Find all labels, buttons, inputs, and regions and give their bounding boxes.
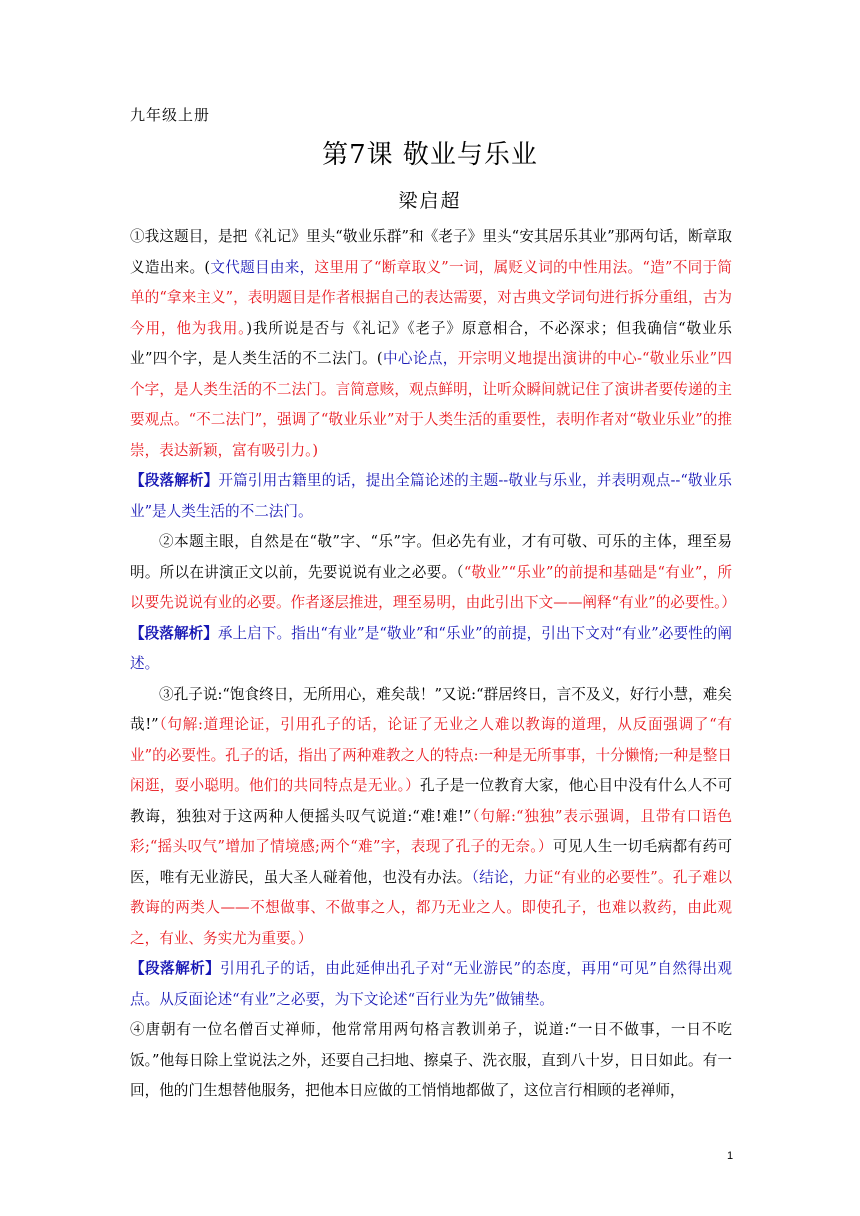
analysis-label: 【段落解析】 xyxy=(130,472,219,489)
annotation-text: （句解:道理论证，引用孔子的话，论证了无业之人难以教诲的道理，从反面强调了“有业”的必要性。孔子的话，指出了两种难教之人的特点:一种是无所事事，十分懒惰;一种是整日闲逛，耍小聪明。他们的共同特点是无业。） xyxy=(130,716,732,794)
analysis-text: 引用孔子的话，由此延伸出孔子对“无业游民”的态度，再用“可见”自然得出观点。从反面论述“有业”之必要，为下文论述“百行业为先”做铺垫。 xyxy=(130,960,732,1008)
annotation-text: 力证“有业的必要性”。孔子难以教诲的两类人——不想做事、不做事之人，都乃无业之人。即使孔子，也难以救药，由此观之，有业、务实尤为重要。） xyxy=(130,868,732,947)
paragraph-text: ②本题主眼，自然是在“敬”字、“乐”字。但必先有业，才有可敬、可乐的主体，理至易明。所以在讲演正文以前，先要说说有业之必要。（ xyxy=(130,533,732,581)
analysis-label: 【段落解析】 xyxy=(130,624,218,642)
annotation-text: 开宗明义地提出演讲的中心-“敬业乐业”四个字，是人类生活的不二法门。言简意赅，观点鲜明，让听众瞬间就记住了演讲者要传递的主要观点。“不二法门”，强调了“敬业乐业”对于人类生活的重要性，表明作者对“敬业乐业”的推崇，表达新颖，富有吸引力。) xyxy=(130,350,732,459)
analysis-text: 开篇引用古籍里的话，提出全篇论述的主题--敬业与乐业，并表明观点--“敬业乐业”是人类生活的不二法门。 xyxy=(130,472,732,520)
annotation-tag: 中心论点， xyxy=(382,350,458,367)
article-body xyxy=(130,222,736,1107)
paragraph-text: 可见人生一切毛病都有药可医，唯有无业游民，虽大圣人碰着他，也没有办法。 xyxy=(130,838,732,886)
analysis-text: 承上启下。指出“有业”是“敬业”和“乐业”的前提，引出下文对“有业”必要性的阐述。 xyxy=(130,624,732,672)
analysis-label: 【段落解析】 xyxy=(130,960,221,977)
author-name: 梁启超 xyxy=(398,190,462,212)
paragraph-text: ①我这题目，是把《礼记》里头“敬业乐群”和《老子》里头“安其居乐其业”那两句话，断章取义造出来。( xyxy=(130,228,732,276)
paragraph-analysis-2 xyxy=(130,619,732,680)
paragraph-text: ③孔子说:“饱食终日，无所用心，难矣哉！”又说:“群居终日，言不及义，好行小慧，难矣哉!” xyxy=(130,685,732,733)
lesson-title: 第7课 敬业与乐业 xyxy=(322,140,538,170)
page-number: 1 xyxy=(727,1150,734,1162)
annotation-text: “敬业”“乐业”的前提和基础是“有业”，所以要先说说有业的必要。作者逐层推进，理至易明，由此引出下文——阐释“有业”的必要性。） xyxy=(130,563,736,611)
annotation-text: 这里用了“断章取义”一词，属贬义词的中性用法。“造”不同于简单的“拿来主义”，表明题目是作者根据自己的表达需要，对古典文学词句进行拆分重组，古为今用，他为我用。 xyxy=(130,258,732,337)
paragraph-2 xyxy=(130,527,736,619)
annotation-tag: （结论， xyxy=(471,868,524,886)
paragraph-text: ④唐朝有一位名僧百丈禅师，他常常用两句格言教训弟子，说道:“一日不做事，一日不吃饭。”他每日除上堂说法之外，还要自己扫地、擦桌子、洗衣服，直到八十岁，日日如此。有一回，他的门生想替他服务，把他本日应做的工悄悄地都做了，这位言行相顾的老禅师， xyxy=(130,1021,732,1099)
paragraph-4 xyxy=(130,1015,732,1107)
paragraph-text: 孔子是一位教育大家，他心目中没有什么人不可教诲，独独对于这两种人便摇头叹气说道:“难!难!” xyxy=(130,777,732,825)
paragraph-1 xyxy=(130,222,732,466)
annotation-tag: 文代题目由来， xyxy=(210,258,315,276)
annotation-text: （句解:“独独”表示强调，且带有口语色彩;“摇头叹气”增加了情境感;两个“难”字，表现了孔子的无奈。） xyxy=(130,807,732,855)
paragraph-text: )我所说是否与《礼记》《老子》原意相合，不必深求；但我确信“敬业乐业”四个字，是人类生活的不二法门。( xyxy=(130,319,733,367)
paragraph-analysis-1 xyxy=(130,466,732,527)
paragraph-3 xyxy=(130,680,732,955)
paragraph-analysis-3 xyxy=(130,954,732,1015)
grade-label: 九年级上册 xyxy=(130,106,211,124)
